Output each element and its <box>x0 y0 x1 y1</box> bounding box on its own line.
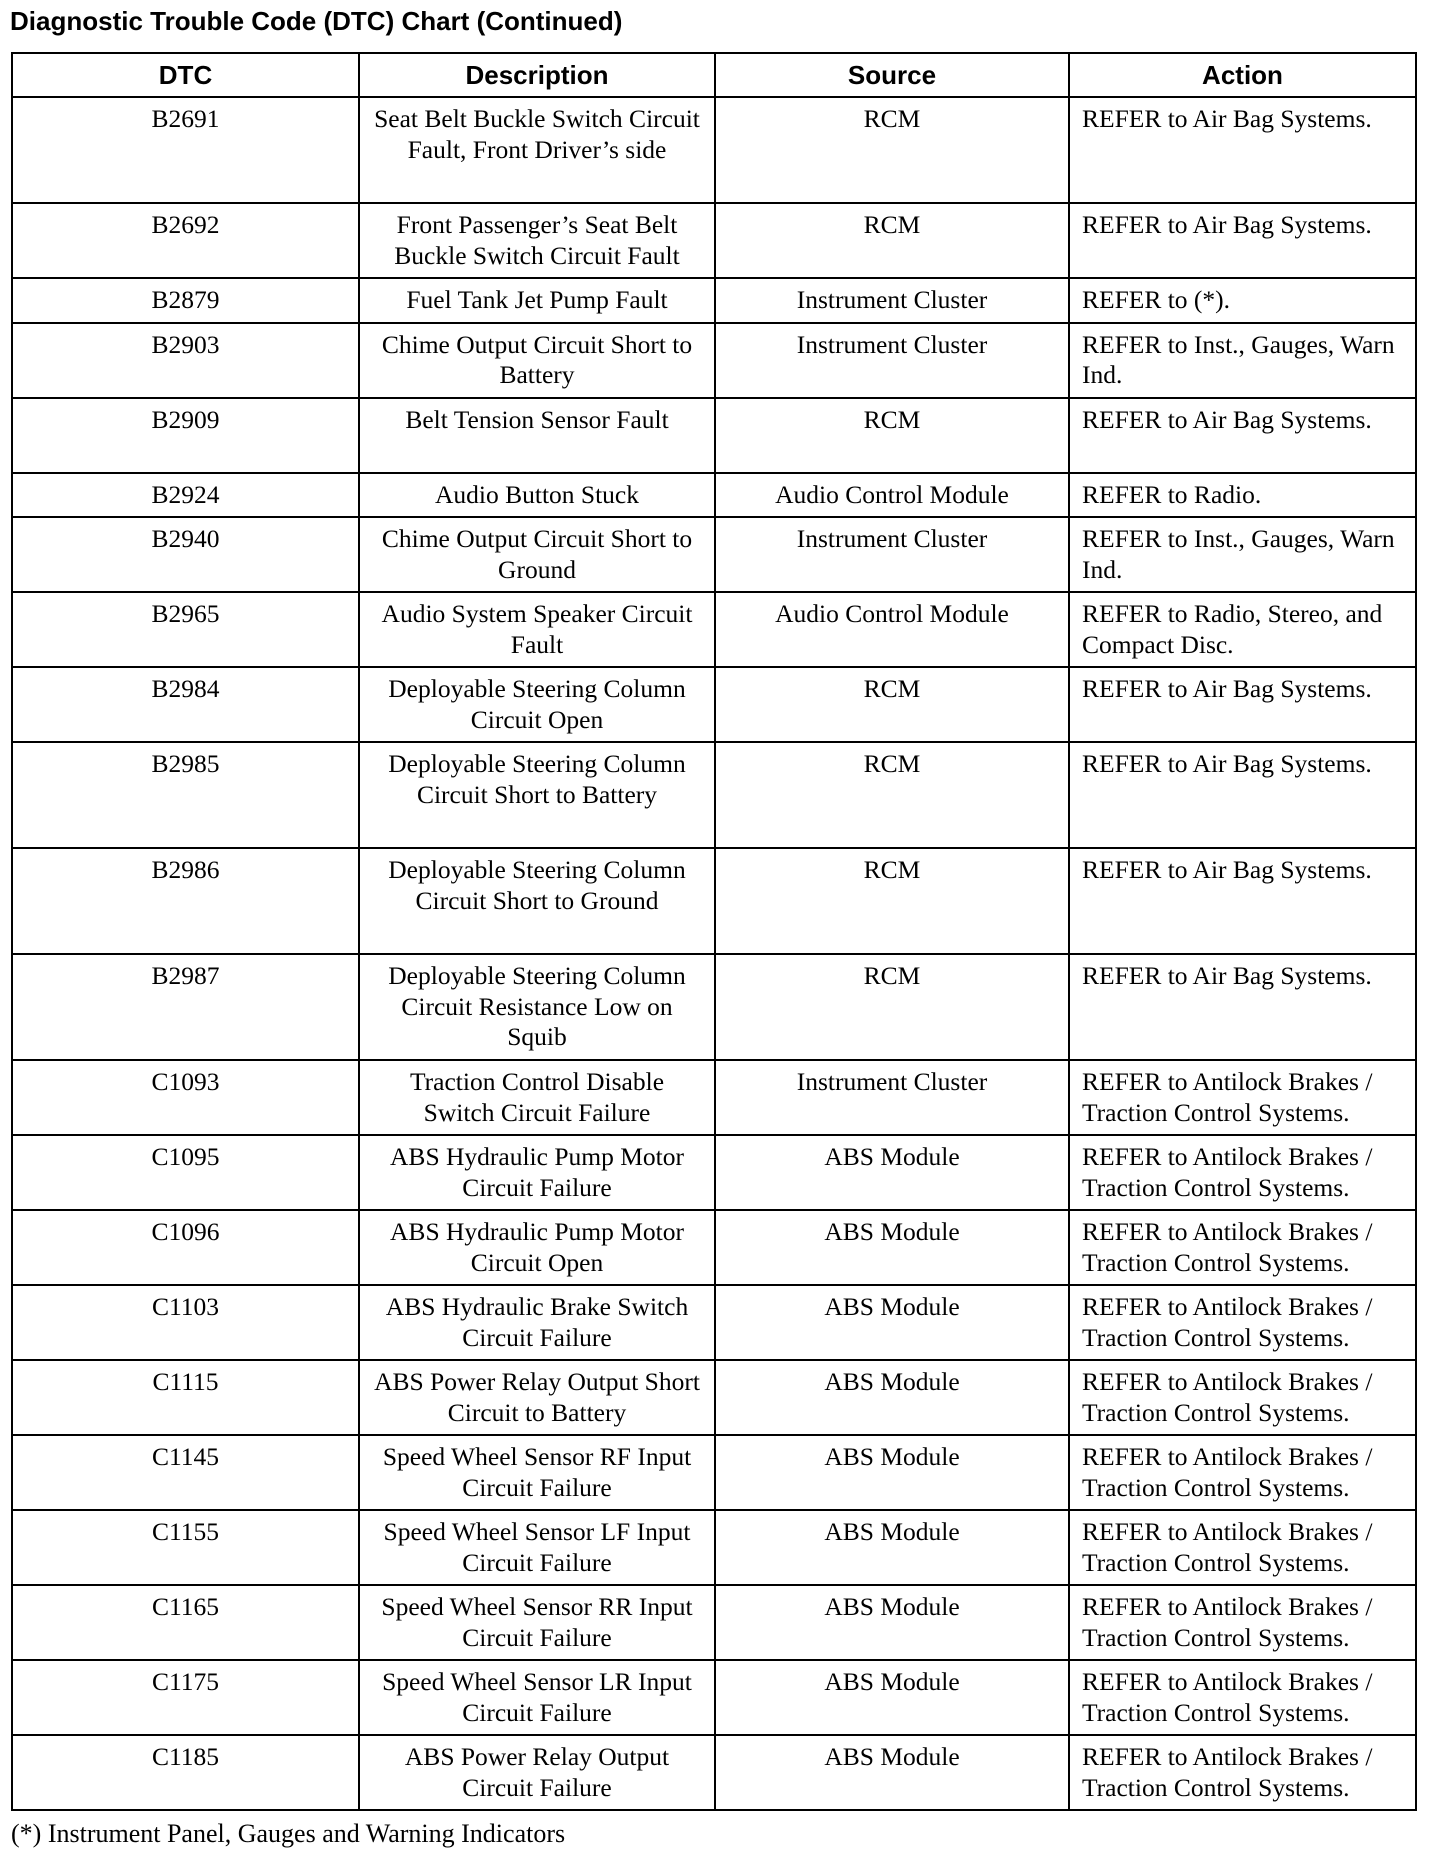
action-cell: REFER to Air Bag Systems. <box>1069 398 1416 473</box>
action-cell: REFER to Antilock Brakes / Traction Control Systems. <box>1069 1360 1416 1435</box>
source-cell: ABS Module <box>715 1585 1069 1660</box>
action-cell: REFER to Inst., Gauges, Warn Ind. <box>1069 323 1416 398</box>
action-cell: REFER to Radio, Stereo, and Compact Disc. <box>1069 592 1416 667</box>
source-cell: ABS Module <box>715 1510 1069 1585</box>
table-row <box>12 1060 1416 1135</box>
table-row <box>12 742 1416 848</box>
column-header-description: Description <box>359 53 715 97</box>
description-cell: Deployable Steering Column Circuit Open <box>359 667 715 742</box>
action-cell: REFER to Air Bag Systems. <box>1069 742 1416 848</box>
action-cell: REFER to Air Bag Systems. <box>1069 667 1416 742</box>
table-row <box>12 203 1416 278</box>
source-cell: Instrument Cluster <box>715 278 1069 323</box>
action-cell: REFER to Air Bag Systems. <box>1069 848 1416 954</box>
description-cell: Speed Wheel Sensor RF Input Circuit Failure <box>359 1435 715 1510</box>
source-cell: Instrument Cluster <box>715 1060 1069 1135</box>
dtc-cell: C1115 <box>12 1360 359 1435</box>
dtc-cell: C1103 <box>12 1285 359 1360</box>
description-cell: Chime Output Circuit Short to Battery <box>359 323 715 398</box>
source-cell: ABS Module <box>715 1135 1069 1210</box>
description-cell: Seat Belt Buckle Switch Circuit Fault, Front Driver’s side <box>359 97 715 203</box>
dtc-cell: C1185 <box>12 1735 359 1810</box>
dtc-cell: B2985 <box>12 742 359 848</box>
table-row <box>12 1360 1416 1435</box>
table-row <box>12 954 1416 1060</box>
dtc-cell: C1175 <box>12 1660 359 1735</box>
table-row <box>12 1210 1416 1285</box>
table-row <box>12 848 1416 954</box>
dtc-table <box>11 52 1417 1811</box>
page-title: Diagnostic Trouble Code (DTC) Chart (Continued) <box>10 6 623 36</box>
action-cell: REFER to Antilock Brakes / Traction Control Systems. <box>1069 1660 1416 1735</box>
description-cell: ABS Hydraulic Brake Switch Circuit Failure <box>359 1285 715 1360</box>
source-cell: RCM <box>715 398 1069 473</box>
table-row <box>12 323 1416 398</box>
description-cell: ABS Hydraulic Pump Motor Circuit Failure <box>359 1135 715 1210</box>
action-cell: REFER to Antilock Brakes / Traction Control Systems. <box>1069 1510 1416 1585</box>
action-cell: REFER to Antilock Brakes / Traction Control Systems. <box>1069 1285 1416 1360</box>
action-cell: REFER to Antilock Brakes / Traction Control Systems. <box>1069 1435 1416 1510</box>
description-cell: Speed Wheel Sensor LR Input Circuit Failure <box>359 1660 715 1735</box>
description-cell: Audio System Speaker Circuit Fault <box>359 592 715 667</box>
table-row <box>12 1435 1416 1510</box>
table-row <box>12 1660 1416 1735</box>
table-row <box>12 1135 1416 1210</box>
source-cell: ABS Module <box>715 1660 1069 1735</box>
dtc-cell: B2879 <box>12 278 359 323</box>
action-cell: REFER to Inst., Gauges, Warn Ind. <box>1069 517 1416 592</box>
table-row <box>12 473 1416 518</box>
dtc-cell: B2691 <box>12 97 359 203</box>
table-row <box>12 1735 1416 1810</box>
dtc-cell: C1145 <box>12 1435 359 1510</box>
table-header-row <box>12 53 1416 97</box>
action-cell: REFER to Antilock Brakes / Traction Control Systems. <box>1069 1135 1416 1210</box>
source-cell: Instrument Cluster <box>715 517 1069 592</box>
action-cell: REFER to Antilock Brakes / Traction Control Systems. <box>1069 1585 1416 1660</box>
description-cell: Chime Output Circuit Short to Ground <box>359 517 715 592</box>
source-cell: Audio Control Module <box>715 592 1069 667</box>
description-cell: ABS Power Relay Output Circuit Failure <box>359 1735 715 1810</box>
table-row <box>12 278 1416 323</box>
source-cell: ABS Module <box>715 1735 1069 1810</box>
source-cell: RCM <box>715 667 1069 742</box>
dtc-cell: B2965 <box>12 592 359 667</box>
dtc-cell: C1155 <box>12 1510 359 1585</box>
dtc-cell: B2909 <box>12 398 359 473</box>
table-row <box>12 1510 1416 1585</box>
action-cell: REFER to Air Bag Systems. <box>1069 954 1416 1060</box>
dtc-cell: C1096 <box>12 1210 359 1285</box>
column-header-source: Source <box>715 53 1069 97</box>
action-cell: REFER to (*). <box>1069 278 1416 323</box>
source-cell: ABS Module <box>715 1285 1069 1360</box>
description-cell: Fuel Tank Jet Pump Fault <box>359 278 715 323</box>
description-cell: Deployable Steering Column Circuit Resistance Low on Squib <box>359 954 715 1060</box>
action-cell: REFER to Antilock Brakes / Traction Control Systems. <box>1069 1210 1416 1285</box>
description-cell: ABS Power Relay Output Short Circuit to Battery <box>359 1360 715 1435</box>
table-row <box>12 1585 1416 1660</box>
source-cell: ABS Module <box>715 1435 1069 1510</box>
action-cell: REFER to Radio. <box>1069 473 1416 518</box>
dtc-cell: B2692 <box>12 203 359 278</box>
table-row <box>12 667 1416 742</box>
description-cell: Speed Wheel Sensor RR Input Circuit Failure <box>359 1585 715 1660</box>
dtc-cell: B2986 <box>12 848 359 954</box>
dtc-cell: B2903 <box>12 323 359 398</box>
description-cell: Deployable Steering Column Circuit Short to Battery <box>359 742 715 848</box>
action-cell: REFER to Antilock Brakes / Traction Control Systems. <box>1069 1060 1416 1135</box>
source-cell: ABS Module <box>715 1210 1069 1285</box>
description-cell: Audio Button Stuck <box>359 473 715 518</box>
column-header-dtc: DTC <box>12 53 359 97</box>
description-cell: Traction Control Disable Switch Circuit Failure <box>359 1060 715 1135</box>
action-cell: REFER to Air Bag Systems. <box>1069 97 1416 203</box>
description-cell: Deployable Steering Column Circuit Short to Ground <box>359 848 715 954</box>
table-row <box>12 1285 1416 1360</box>
dtc-cell: B2987 <box>12 954 359 1060</box>
description-cell: Belt Tension Sensor Fault <box>359 398 715 473</box>
description-cell: Front Passenger’s Seat Belt Buckle Switch Circuit Fault <box>359 203 715 278</box>
description-cell: ABS Hydraulic Pump Motor Circuit Open <box>359 1210 715 1285</box>
dtc-cell: B2984 <box>12 667 359 742</box>
source-cell: RCM <box>715 848 1069 954</box>
table-row <box>12 97 1416 203</box>
dtc-cell: C1095 <box>12 1135 359 1210</box>
action-cell: REFER to Air Bag Systems. <box>1069 203 1416 278</box>
table-row <box>12 517 1416 592</box>
source-cell: RCM <box>715 97 1069 203</box>
source-cell: Instrument Cluster <box>715 323 1069 398</box>
source-cell: RCM <box>715 742 1069 848</box>
table-body <box>12 97 1416 1810</box>
dtc-cell: B2924 <box>12 473 359 518</box>
source-cell: RCM <box>715 203 1069 278</box>
dtc-cell: C1093 <box>12 1060 359 1135</box>
source-cell: Audio Control Module <box>715 473 1069 518</box>
dtc-cell: C1165 <box>12 1585 359 1660</box>
table-row <box>12 592 1416 667</box>
dtc-cell: B2940 <box>12 517 359 592</box>
description-cell: Speed Wheel Sensor LF Input Circuit Failure <box>359 1510 715 1585</box>
footnote: (*) Instrument Panel, Gauges and Warning Indicators <box>11 1819 566 1848</box>
source-cell: RCM <box>715 954 1069 1060</box>
column-header-action: Action <box>1069 53 1416 97</box>
table-row <box>12 398 1416 473</box>
source-cell: ABS Module <box>715 1360 1069 1435</box>
action-cell: REFER to Antilock Brakes / Traction Control Systems. <box>1069 1735 1416 1810</box>
